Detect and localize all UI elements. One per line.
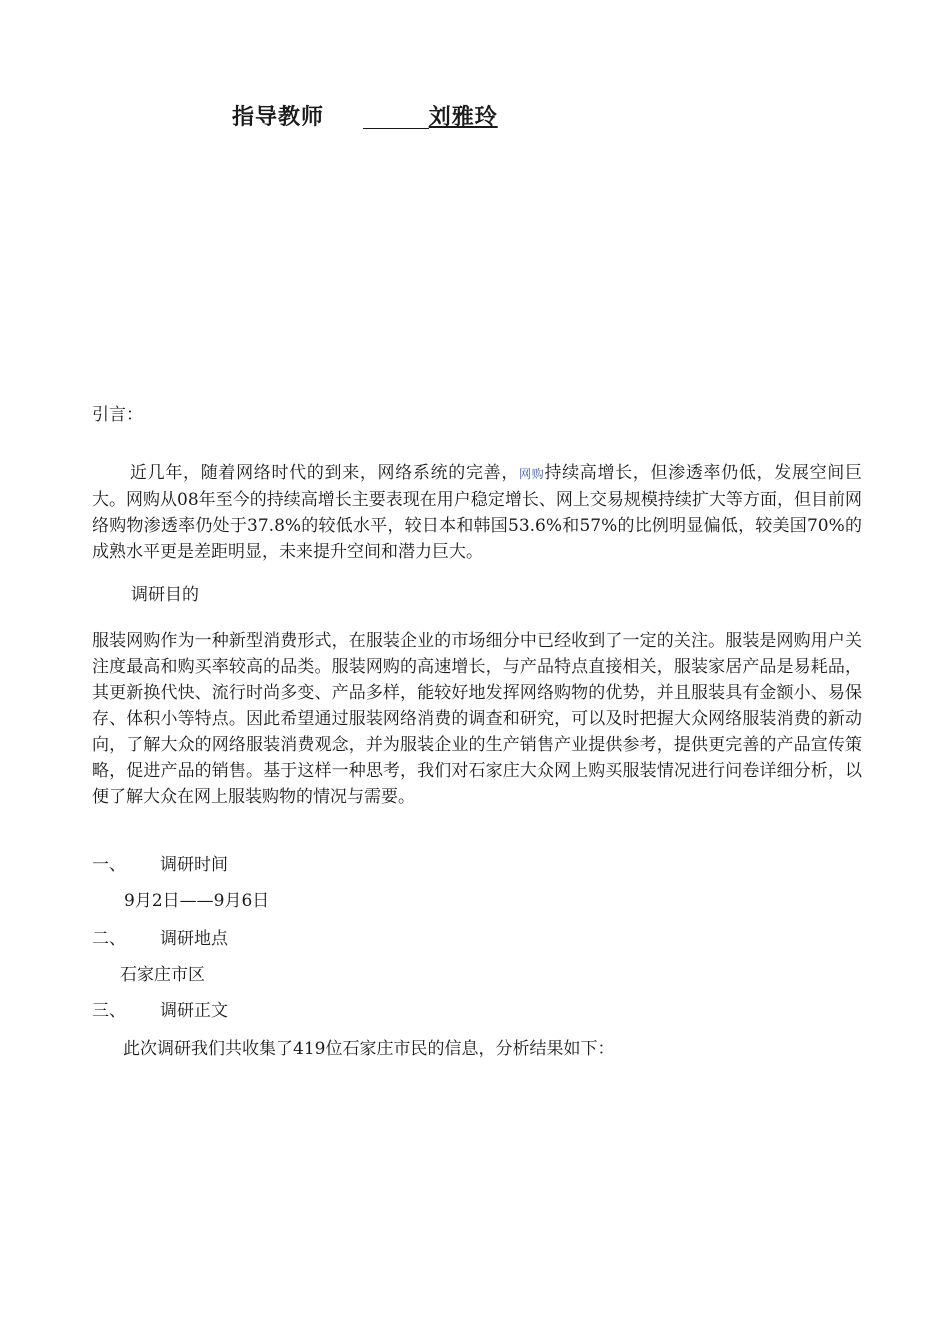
intro-text-part2: 持续高增长，但渗透率仍低，发展空间巨大。网购从08年至今的持续高增长主要表现在用户稳定增长、网上交易规模持续扩大等方面，但目前网络购物渗透率仍处于37.8%的较低水平，较日本和韩国53.6%和57%的比例明显偏低，较美国70%的成熟水平更是差距明显，未来提升空间和潜力巨大。 [92, 463, 862, 562]
intro-text-part1: 近几年，随着网络时代的到来，网络系统的完善， [130, 463, 520, 483]
section-time-content: 9月2日——9月6日 [124, 891, 270, 911]
section-title: 调研正文 [160, 1001, 228, 1021]
section-location-heading [92, 926, 228, 952]
advisor-label: 指导教师 [232, 105, 325, 130]
intro-paragraph [92, 460, 862, 565]
purpose-heading: 调研目的 [131, 585, 199, 605]
section-body-heading [92, 998, 228, 1024]
section-title: 调研时间 [160, 855, 228, 875]
online-shopping-link[interactable]: 网购 [519, 467, 545, 481]
section-title: 调研地点 [160, 929, 228, 949]
intro-label: 引言： [92, 405, 143, 425]
section-number: 一、 [92, 855, 126, 875]
section-time-heading [92, 852, 228, 878]
section-number: 三、 [92, 1001, 126, 1021]
advisor-name: 刘雅玲 [363, 100, 498, 131]
advisor-line [232, 100, 498, 131]
section-location-content: 石家庄市区 [120, 965, 205, 985]
section-body-content: 此次调研我们共收集了419位石家庄市民的信息，分析结果如下： [123, 1039, 615, 1059]
purpose-paragraph: 服装网购作为一种新型消费形式，在服装企业的市场细分中已经收到了一定的关注。服装是网购用户关注度最高和购买率较高的品类。服装网购的高速增长，与产品特点直接相关，服装家居产品是易耗品，其更新换代快、流行时尚多变、产品多样，能较好地发挥网络购物的优势，并且服装具有金额小、易保存、体积小等特点。因此希望通过服装网络消费的调查和研究，可以及时把握大众网络服装消费的新动向，了解大众的网络服装消费观念，并为服装企业的生产销售产业提供参考，提供更完善的产品宣传策略，促进产品的销售。基于这样一种思考，我们对石家庄大众网上购买服装情况进行问卷详细分析，以便了解大众在网上服装购物的情况与需要。 [92, 631, 862, 807]
section-number: 二、 [92, 929, 126, 949]
